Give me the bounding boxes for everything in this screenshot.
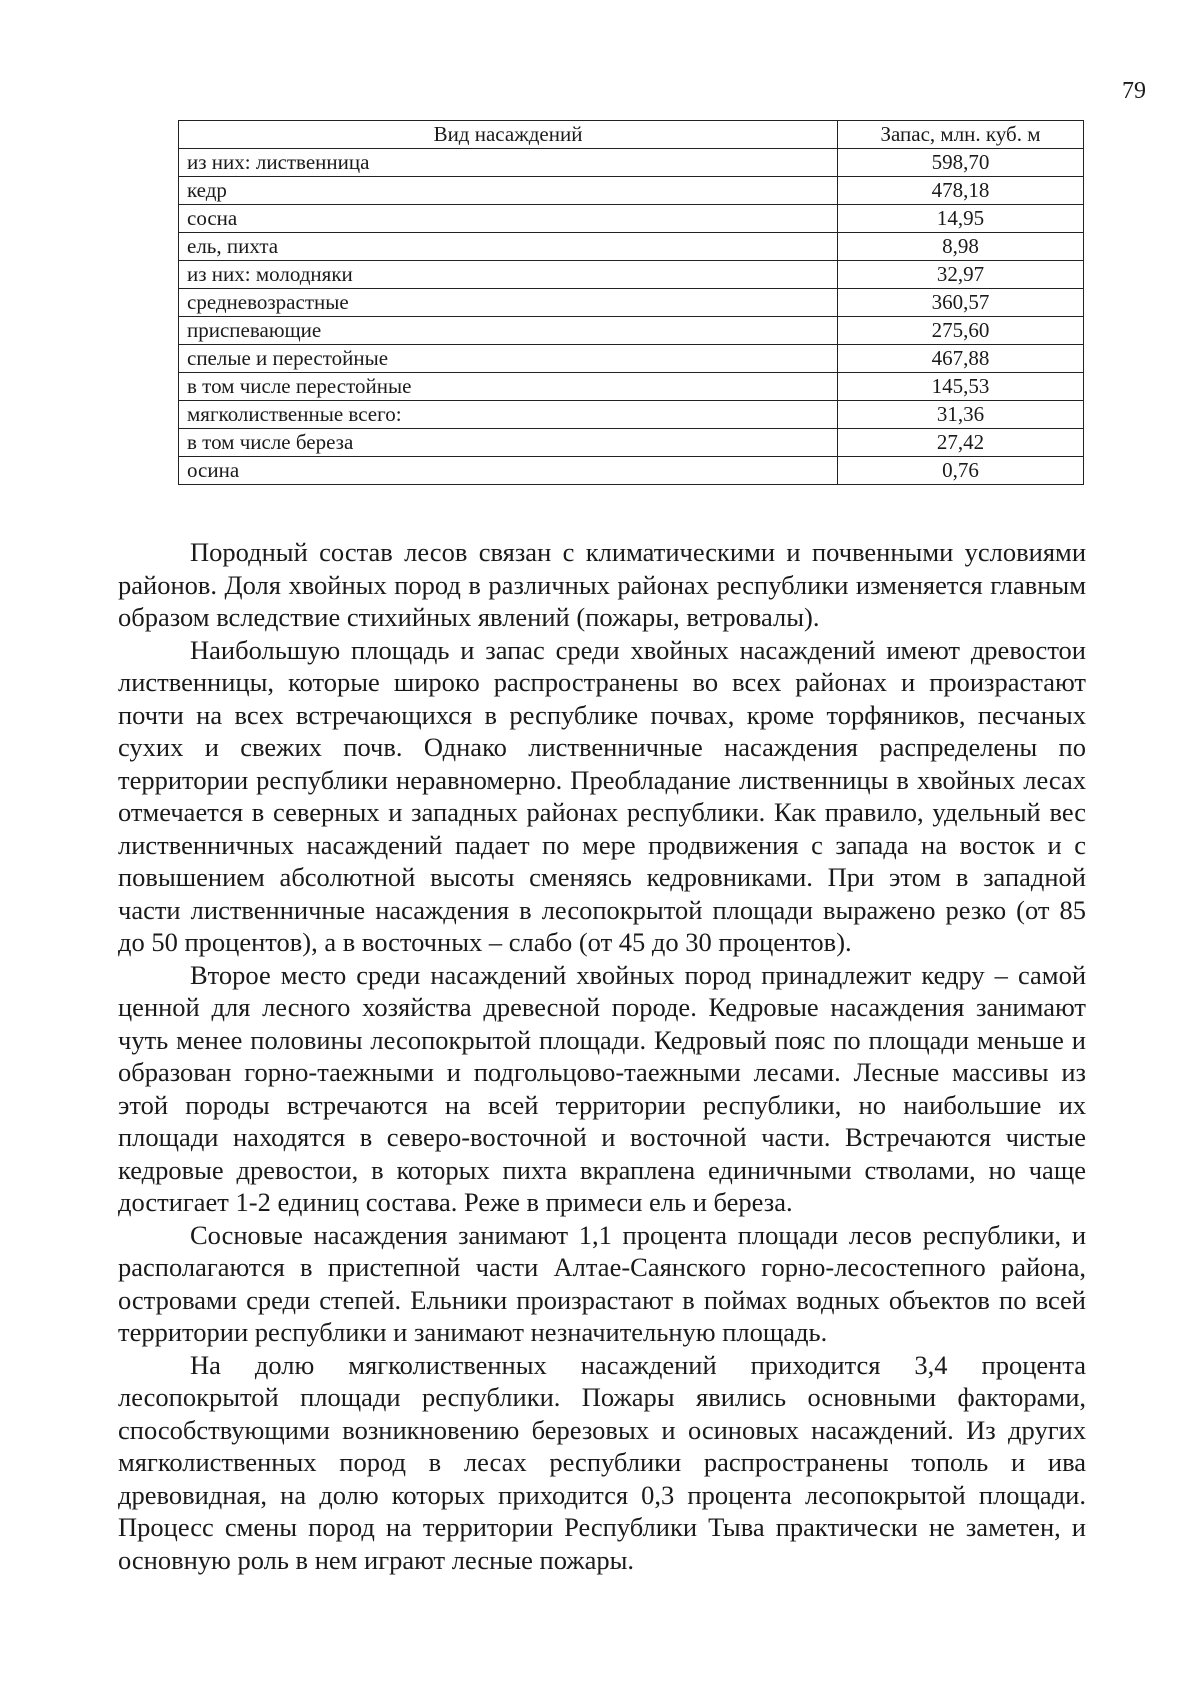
table-cell-stock: 467,88 — [838, 345, 1084, 373]
column-header-type: Вид насаждений — [179, 121, 838, 149]
table-row — [179, 289, 1084, 317]
table-header-row — [179, 121, 1084, 149]
body-text — [118, 536, 1086, 1576]
table-cell-type: из них: молодняки — [179, 261, 838, 289]
table-row — [179, 401, 1084, 429]
table-cell-type: осина — [179, 457, 838, 485]
table-row — [179, 429, 1084, 457]
table-row — [179, 233, 1084, 261]
table-row — [179, 345, 1084, 373]
table-cell-type: в том числе перестойные — [179, 373, 838, 401]
table-cell-type: кедр — [179, 177, 838, 205]
table-cell-stock: 31,36 — [838, 401, 1084, 429]
table-cell-stock: 360,57 — [838, 289, 1084, 317]
column-header-stock: Запас, млн. куб. м — [838, 121, 1084, 149]
table-cell-stock: 0,76 — [838, 457, 1084, 485]
page-number: 79 — [1122, 78, 1146, 104]
table-cell-stock: 8,98 — [838, 233, 1084, 261]
table-row — [179, 317, 1084, 345]
table-cell-type: сосна — [179, 205, 838, 233]
table-row — [179, 261, 1084, 289]
table-cell-type: мягколиственные всего: — [179, 401, 838, 429]
paragraph: Наибольшую площадь и запас среди хвойных насаждений имеют древостои лиственницы, которые широко распространены во всех районах и произрастают почти на всех встречающихся в республике почвах, кроме торфяников, песчаных сухих и свежих почв. Однако лиственничные насаждения распределены по территории республики неравномерно. Преобладание лиственницы в хвойных лесах отмечается в северных и западных районах республики. Как правило, удельный вес лиственничных насаждений падает по мере продвижения с запада на восток и с повышением абсолютной высоты сменяясь кедровниками. При этом в западной части лиственничные насаждения в лесопокрытой площади выражено резко (от 85 до 50 процентов), а в восточных – слабо (от 45 до 30 процентов). — [118, 634, 1086, 957]
paragraph: Второе место среди насаждений хвойных пород принадлежит кедру – самой ценной для лесного хозяйства древесной породе. Кедровые насаждения занимают чуть менее половины лесопокрытой площади. Кедровый пояс по площади меньше и образован горно-таежными и подгольцово-таежными лесами. Лесные массивы из этой породы встречаются на всей территории республики, но наибольшие их площади находятся в северо-восточной и восточной части. Встречаются чистые кедровые древостои, в которых пихта вкраплена единичными стволами, но чаще достигает 1-2 единиц состава. Реже в примеси ель и береза. — [118, 959, 1086, 1217]
table-cell-type: приспевающие — [179, 317, 838, 345]
table-cell-stock: 598,70 — [838, 149, 1084, 177]
forest-stock-table — [178, 120, 1084, 485]
table-row — [179, 373, 1084, 401]
table-cell-type: ель, пихта — [179, 233, 838, 261]
paragraph: Породный состав лесов связан с климатическими и почвенными условиями районов. Доля хвойных пород в различных районах республики изменяется главным образом вследствие стихийных явлений (пожары, ветровалы). — [118, 537, 1086, 632]
table-cell-stock: 32,97 — [838, 261, 1084, 289]
table-cell-stock: 145,53 — [838, 373, 1084, 401]
table-cell-stock: 275,60 — [838, 317, 1084, 345]
table-row — [179, 177, 1084, 205]
paragraph: На долю мягколиственных насаждений приходится 3,4 процента лесопокрытой площади республики. Пожары явились основными факторами, способствующими возникновению березовых и осиновых насаждений. Из других мягколиственных пород в лесах республики распространены тополь и ива древовидная, на долю которых приходится 0,3 процента лесопокрытой площади. Процесс смены пород на территории Республики Тыва практически не заметен, и основную роль в нем играют лесные пожары. — [118, 1349, 1086, 1575]
table-cell-stock: 27,42 — [838, 429, 1084, 457]
table-row — [179, 457, 1084, 485]
paragraph: Сосновые насаждения занимают 1,1 процента площади лесов республики, и располагаются в пристепной части Алтае-Саянского горно-лесостепного района, островами среди степей. Ельники произрастают в поймах водных объектов по всей территории республики и занимают незначительную площадь. — [118, 1219, 1086, 1347]
table-row — [179, 149, 1084, 177]
table-cell-type: средневозрастные — [179, 289, 838, 317]
table-cell-type: спелые и перестойные — [179, 345, 838, 373]
table-cell-type: из них: лиственница — [179, 149, 838, 177]
table-cell-type: в том числе береза — [179, 429, 838, 457]
table-cell-stock: 478,18 — [838, 177, 1084, 205]
table-row — [179, 205, 1084, 233]
table-cell-stock: 14,95 — [838, 205, 1084, 233]
